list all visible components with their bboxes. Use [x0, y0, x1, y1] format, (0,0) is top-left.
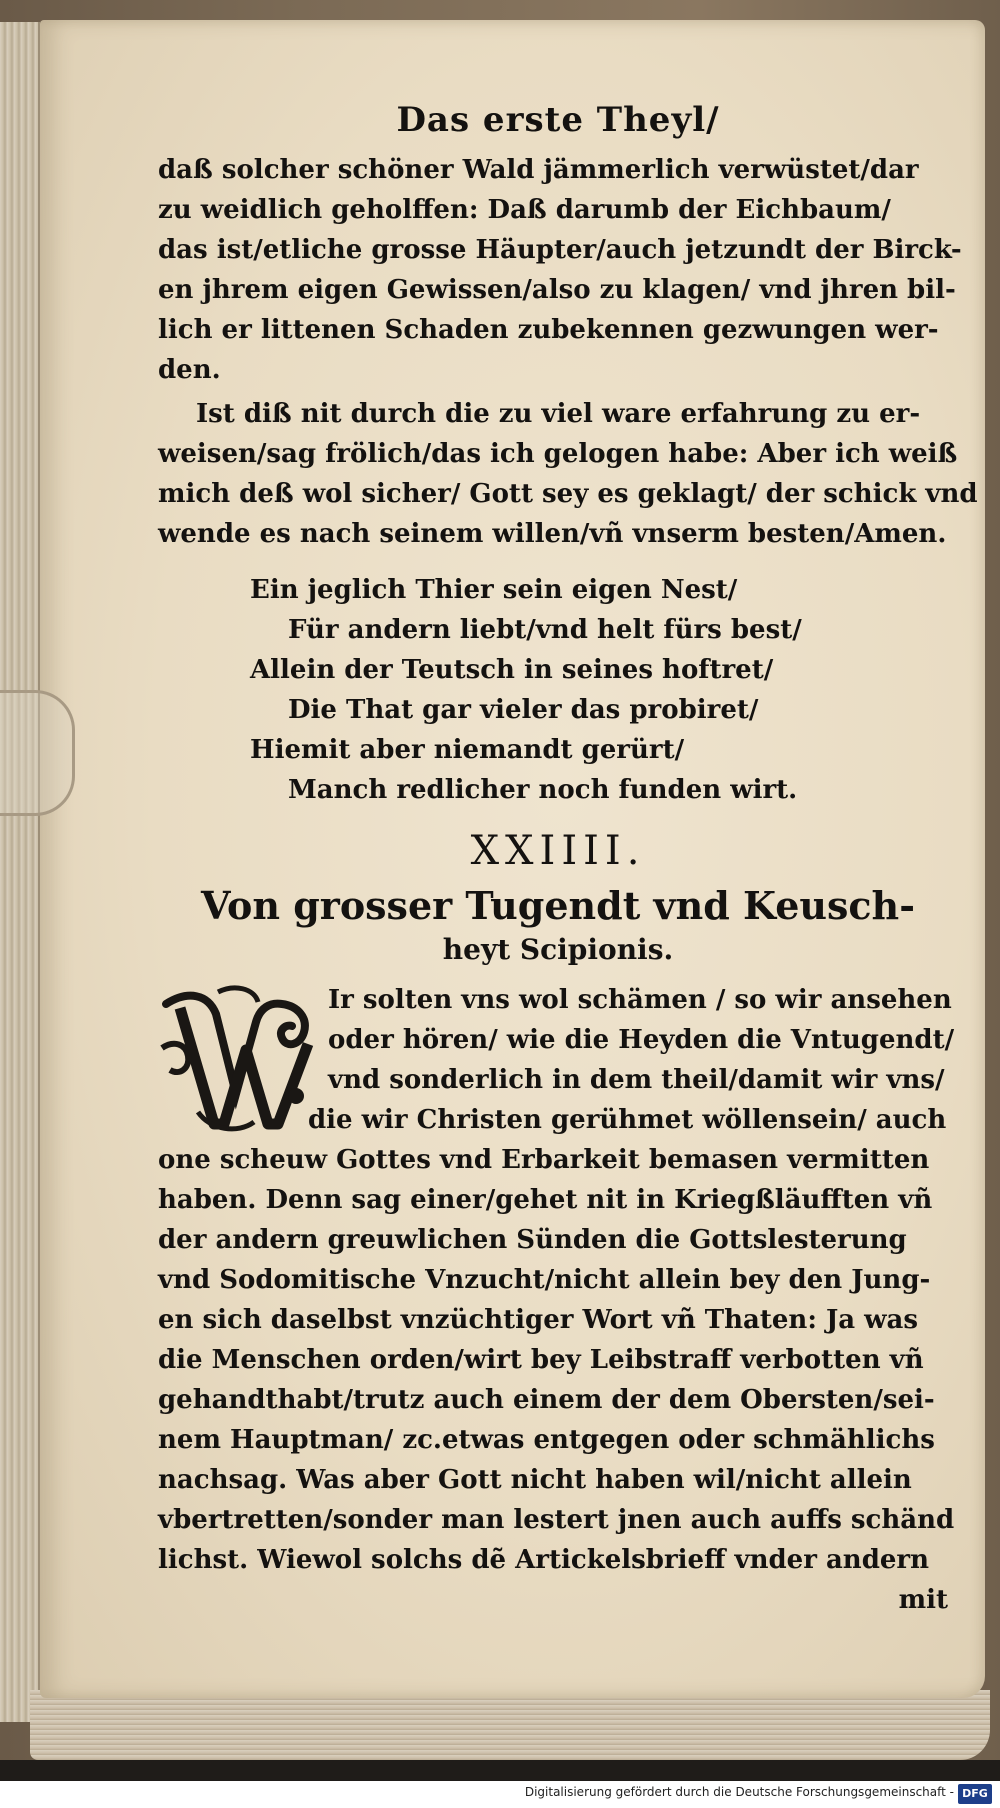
text-line: das ist/etliche grosse Häupter/auch jetzundt der Birck-	[158, 235, 962, 265]
verse-line: Für andern liebt/vnd helt fürs best/	[288, 615, 802, 645]
book-page	[40, 20, 985, 1698]
dfg-logo: DFG	[958, 1784, 992, 1804]
footer-bar	[0, 1781, 1000, 1808]
text-line: zu weidlich geholffen: Daß darumb der Eichbaum/	[158, 195, 891, 225]
verse-line: Ein jeglich Thier sein eigen Nest/	[250, 575, 738, 605]
text-line: den.	[158, 355, 221, 385]
decorated-initial-w	[158, 984, 316, 1136]
text-line: gehandthabt/trutz auch einem der dem Obersten/sei-	[158, 1385, 935, 1415]
footer-credit: Digitalisierung gefördert durch die Deutsche Forschungsgemeinschaft -	[524, 1785, 954, 1799]
text-line: oder hören/ wie die Heyden die Vntugendt/	[328, 1025, 955, 1055]
text-line: der andern greuwlichen Sünden die Gottslesterung	[158, 1225, 907, 1255]
chapter-title: Von grosser Tugendt vnd Keusch-	[201, 883, 915, 928]
verse	[158, 570, 958, 810]
text-line: vnd sonderlich in dem theil/damit wir vns/	[328, 1065, 945, 1095]
text-line: die Menschen orden/wirt bey Leibstraff verbotten vñ	[158, 1345, 924, 1375]
verse-line: Die That gar vieler das probiret/	[288, 695, 759, 725]
text-line: nem Hauptman/ zc.etwas entgegen oder schmählichs	[158, 1425, 935, 1455]
text-line: lich er littenen Schaden zubekennen gezwungen wer-	[158, 315, 939, 345]
text-line: mich deß wol sicher/ Gott sey es geklagt/ der schick vnd	[158, 479, 978, 509]
chapter-title-continued: heyt Scipionis.	[442, 933, 674, 966]
text-line: weisen/sag frölich/das ich gelogen habe: Aber ich weiß	[158, 439, 958, 469]
text-line: one scheuw Gottes vnd Erbarkeit bemasen vermitten	[158, 1145, 930, 1175]
text-line: die wir Christen gerühmet wöllensein/ auch	[308, 1105, 947, 1135]
text-line: lichst. Wiewol solchs dẽ Artickelsbrieff vnder andern	[158, 1545, 930, 1575]
text-line: vbertretten/sonder man lestert jnen auch auffs schänd	[158, 1505, 955, 1535]
svg-text:W: W	[237, 1080, 239, 1081]
chapter-body	[158, 980, 958, 1580]
text-line: nachsag. Was aber Gott nicht haben wil/nicht allein	[158, 1465, 912, 1495]
paragraph-2	[158, 394, 978, 554]
text-line: daß solcher schöner Wald jämmerlich verwüstet/dar	[158, 155, 919, 185]
book-clip	[0, 690, 75, 816]
text-line: Ir solten vns wol schämen / so wir ansehen	[328, 985, 952, 1015]
text-line: wende es nach seinem willen/vñ vnserm besten/Amen.	[158, 519, 947, 549]
running-head: Das erste Theyl/	[396, 100, 720, 140]
text-line: Ist diß nit durch die zu viel ware erfahrung zu er-	[196, 399, 921, 429]
text-line: en sich daselbst vnzüchtiger Wort vñ Thaten: Ja was	[158, 1305, 919, 1335]
text-line: haben. Denn sag einer/gehet nit in Kriegßläufften vñ	[158, 1185, 933, 1215]
chapter-number: XXIIII.	[470, 828, 646, 874]
verse-line: Hiemit aber niemandt gerürt/	[250, 735, 685, 765]
paragraph-1	[158, 150, 962, 390]
page-stack-left	[0, 22, 40, 1722]
catchword: mit	[898, 1585, 948, 1615]
verse-line: Manch redlicher noch funden wirt.	[288, 775, 798, 805]
verse-line: Allein der Teutsch in seines hoftret/	[250, 655, 774, 685]
text-line: vnd Sodomitische Vnzucht/nicht allein bey den Jung-	[158, 1265, 931, 1295]
page-stack-bottom	[30, 1690, 990, 1760]
page-text	[158, 100, 978, 1620]
text-line: en jhrem eigen Gewissen/also zu klagen/ vnd jhren bil-	[158, 275, 956, 305]
